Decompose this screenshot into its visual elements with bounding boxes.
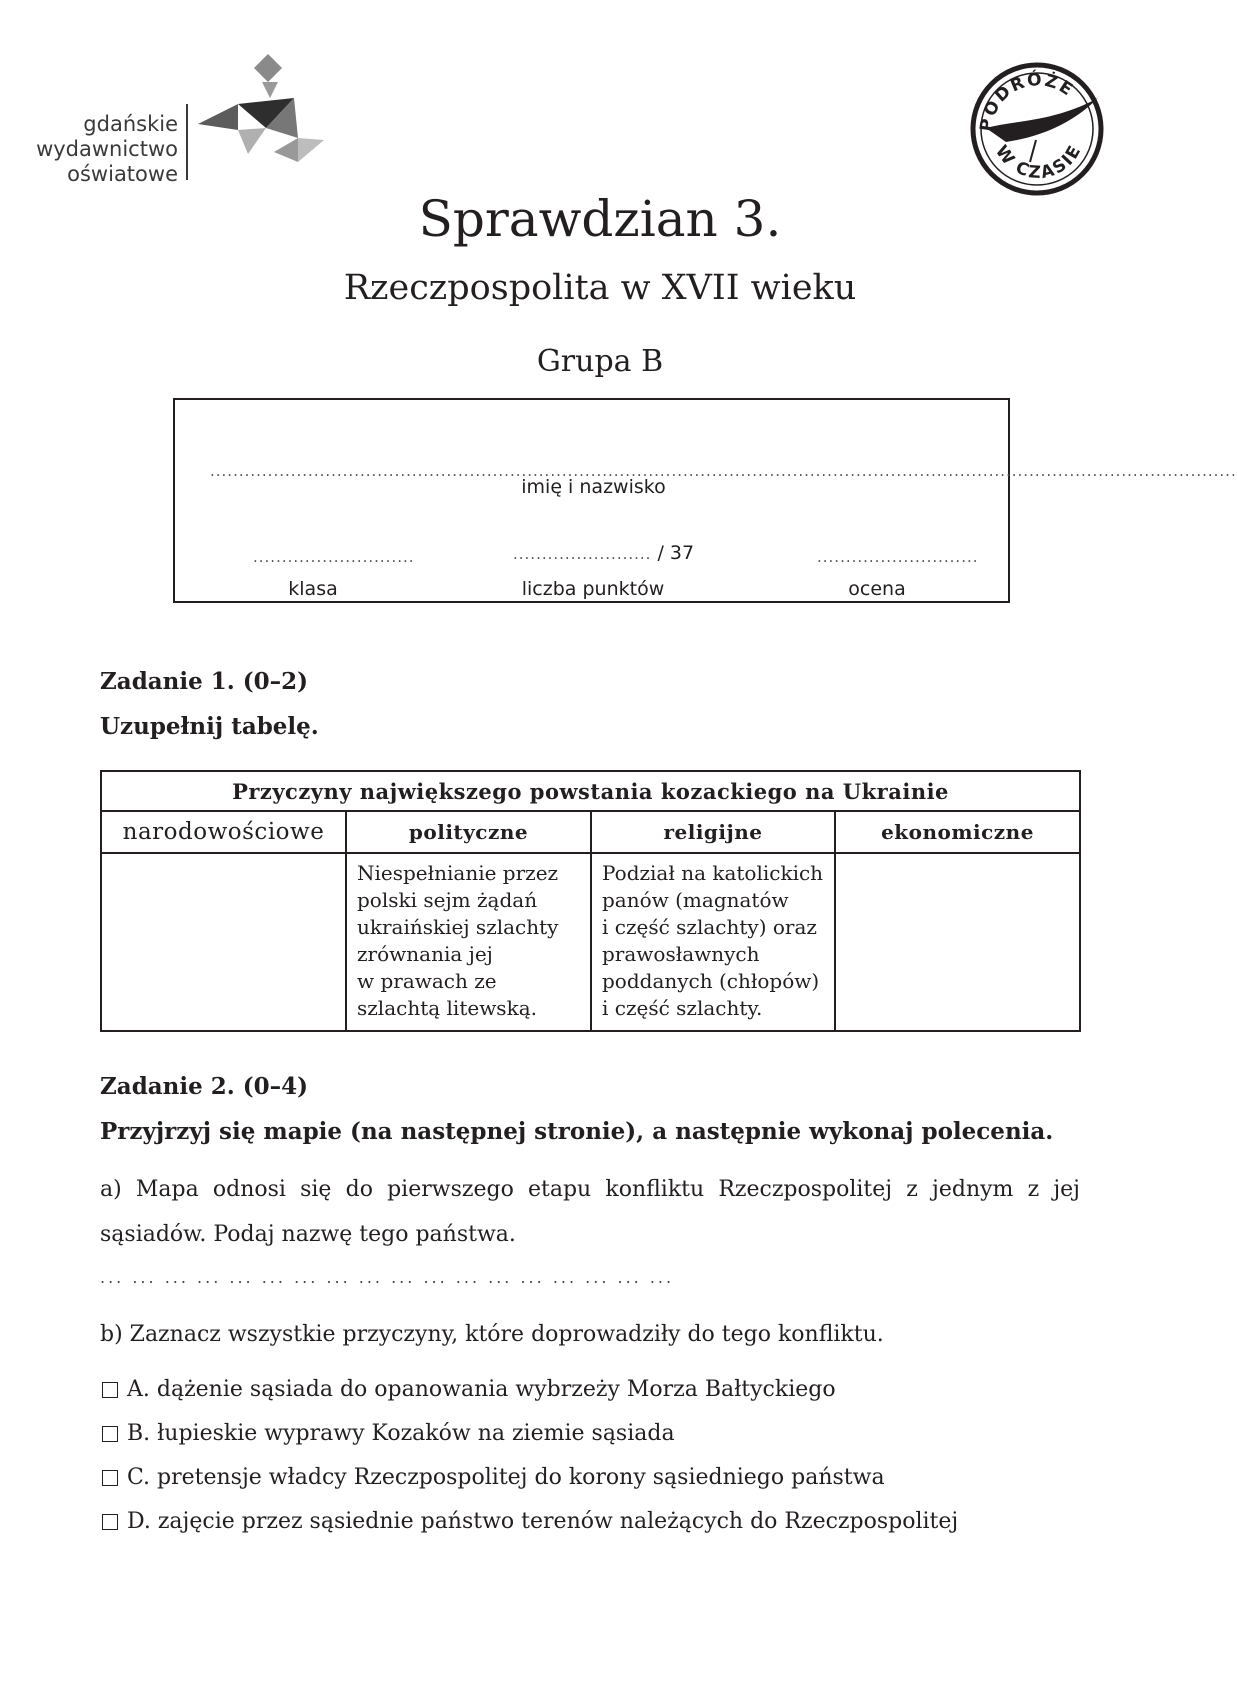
- publisher-line: wydawnictwo: [36, 137, 178, 161]
- name-input-line[interactable]: ..................................................................................................................................................................................: [210, 462, 1237, 480]
- points-max: / 37: [657, 542, 695, 564]
- grade-input-line[interactable]: ............................: [817, 548, 979, 566]
- class-input-line[interactable]: ............................: [253, 548, 415, 566]
- causes-table: [100, 770, 1081, 1032]
- option-b[interactable]: [102, 1421, 675, 1446]
- answer-cell-national[interactable]: [101, 853, 346, 1031]
- option-a[interactable]: [102, 1377, 836, 1402]
- option-d[interactable]: [102, 1509, 958, 1534]
- column-header-political: polityczne: [346, 811, 591, 853]
- column-header-economic: ekonomiczne: [835, 811, 1080, 853]
- cell-religious: [591, 853, 835, 1031]
- publisher-line: oświatowe: [67, 162, 178, 186]
- class-label: klasa: [288, 578, 338, 600]
- task2-part-b: b) Zaznacz wszystkie przyczyny, które doprowadziły do tego konfliktu.: [100, 1322, 884, 1347]
- cell-line: w prawach ze: [357, 969, 497, 993]
- grade-label: ocena: [848, 578, 906, 600]
- option-label: C. pretensje władcy Rzeczpospolitej do korony sąsiedniego państwa: [127, 1465, 885, 1490]
- column-header-religious: religijne: [591, 811, 835, 853]
- stamp-bottom-text: W CZASIE: [990, 141, 1087, 184]
- cell-line: zrównania jej: [357, 942, 493, 966]
- podroze-w-czasie-stamp: [966, 58, 1108, 200]
- cell-line: i część szlachty) oraz: [602, 915, 817, 939]
- cell-line: prawosławnych: [602, 942, 760, 966]
- option-label: D. zajęcie przez sąsiednie państwo terenów należących do Rzeczpospolitej: [127, 1509, 959, 1534]
- publisher-logo-icon: [198, 54, 330, 166]
- checkbox[interactable]: [102, 1382, 118, 1398]
- cell-line: Niespełnianie przez: [357, 861, 559, 885]
- points-input-line[interactable]: ........................ / 37: [513, 542, 695, 564]
- task1-heading: Zadanie 1. (0–2): [100, 668, 309, 695]
- cell-line: szlachtą litewską.: [357, 996, 537, 1020]
- publisher-divider: [186, 104, 188, 180]
- svg-text:W CZASIE: [991, 141, 1086, 183]
- task2-instruction: Przyjrzyj się mapie (na następnej stronie), a następnie wykonaj polecenia.: [100, 1118, 1054, 1145]
- option-label: A. dążenie sąsiada do opanowania wybrzeży Morza Bałtyckiego: [127, 1377, 836, 1402]
- page-title: Sprawdzian 3.: [418, 190, 782, 248]
- points-label: liczba punktów: [521, 578, 665, 600]
- table-caption: Przyczyny największego powstania kozackiego na Ukrainie: [101, 771, 1080, 811]
- cell-line: poddanych (chłopów): [602, 969, 820, 993]
- stamp-top-text: PODRÓŻE: [976, 70, 1078, 133]
- publisher-name: [30, 112, 178, 187]
- task2-heading: Zadanie 2. (0–4): [100, 1073, 309, 1100]
- task2-part-a-line1: a) Mapa odnosi się do pierwszego etapu konfliktu Rzeczpospolitej z jednym z jej: [100, 1177, 1080, 1202]
- student-info-box: [173, 398, 1237, 603]
- option-c[interactable]: [102, 1465, 885, 1490]
- cell-political: [346, 853, 591, 1031]
- cell-line: polski sejm żądań: [357, 888, 538, 912]
- column-header-national: narodowościowe: [101, 811, 346, 853]
- cell-line: Podział na katolickich: [602, 861, 824, 885]
- task1-instruction: Uzupełnij tabelę.: [100, 713, 319, 740]
- task2-part-a-line2: sąsiadów. Podaj nazwę tego państwa.: [100, 1222, 516, 1247]
- checkbox[interactable]: [102, 1514, 118, 1530]
- publisher-line: gdańskie: [83, 112, 178, 136]
- cell-line: ukraińskiej szlachty: [357, 915, 559, 939]
- name-label: imię i nazwisko: [521, 476, 666, 498]
- answer-cell-economic[interactable]: [835, 853, 1080, 1031]
- checkbox[interactable]: [102, 1426, 118, 1442]
- page-subtitle: Rzeczpospolita w XVII wieku: [343, 268, 857, 308]
- group-label: Grupa B: [536, 344, 664, 379]
- option-label: B. łupieskie wyprawy Kozaków na ziemie sąsiada: [127, 1421, 675, 1446]
- cell-line: panów (magnatów: [602, 888, 789, 912]
- cell-line: i część szlachty.: [602, 996, 763, 1020]
- checkbox[interactable]: [102, 1470, 118, 1486]
- part-a-answer-line[interactable]: ... ... ... ... ... ... ... ... ... ... ... ... ... ... ... ... ... ...: [100, 1268, 675, 1287]
